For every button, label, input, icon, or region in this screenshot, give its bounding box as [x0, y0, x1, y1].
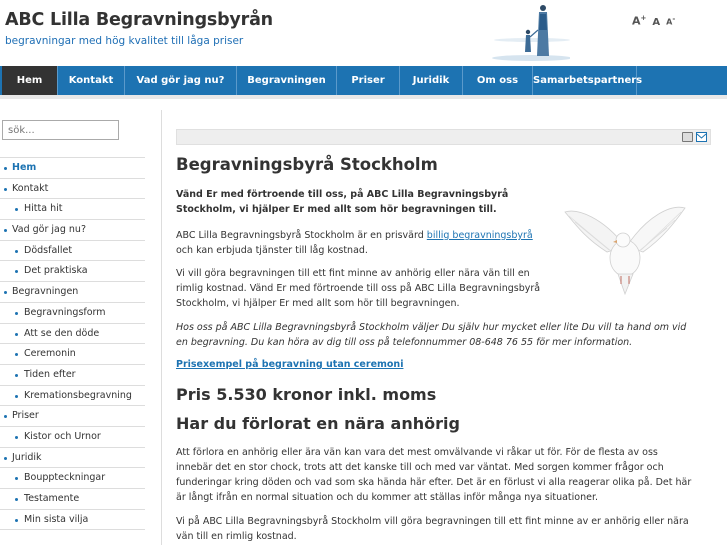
- print-icon[interactable]: [682, 132, 693, 142]
- section-heading: Har du förlorat en nära anhörig: [176, 414, 460, 433]
- email-icon[interactable]: [696, 132, 707, 142]
- sidebar-item-vad-gor-jag-nu[interactable]: Vad gör jag nu?: [0, 220, 145, 241]
- sidebar-item-testamente[interactable]: Testamente: [0, 489, 145, 510]
- sidebar-item-kontakt[interactable]: Kontakt: [0, 179, 145, 200]
- sidebar-item-det-praktiska[interactable]: Det praktiska: [0, 261, 145, 282]
- sidebar-item-priser[interactable]: Priser: [0, 406, 145, 427]
- nav-item-priser[interactable]: Priser: [337, 66, 400, 95]
- sidebar-item-bouppteckningar[interactable]: Bouppteckningar: [0, 468, 145, 489]
- sidebar-item-hem[interactable]: Hem: [0, 158, 145, 179]
- sidebar-item-kremationsbegravning[interactable]: Kremationsbegravning: [0, 386, 145, 407]
- family-figure-image: [490, 0, 570, 66]
- font-decrease-sup: -: [672, 15, 676, 23]
- paragraph-2: Vi vill göra begravningen till ett fint minne av anhörig eller nära vän till en rimlig kostnad. Vänd Er med förtroende till oss på ABC Lilla Begravningsbyrå Stockholm, vi hjälper Er med allt som hör till begravningen.: [176, 268, 541, 309]
- paragraph-4: Att förlora en anhörig eller ära vän kan vara det mest omvälvande vi råkar ut för. För de flesta av oss innebär det en stor chock, trots att det kanske till och med var väntat. Med sorgen kommer frågor och funderingar kring döden och vad som ska hända här efter. Det är en förlust vi alla reagerar olika på. Det här är långt ifrån en normal situation och du kommer att ställas inför många nya situationer.: [176, 447, 692, 503]
- intro-text: Vänd Er med förtroende till oss, på ABC Lilla Begravningsbyrå Stockholm, vi hjälper Er med allt som hör begravningen till.: [176, 189, 509, 215]
- paragraph-1: [176, 228, 541, 258]
- nav-item-vad-gor-jag-nu[interactable]: Vad gör jag nu?: [125, 66, 237, 95]
- nav-item-samarbetspartners[interactable]: Samarbetspartners: [533, 66, 637, 95]
- nav-item-om-oss[interactable]: Om oss: [463, 66, 533, 95]
- font-decrease-label: A: [666, 17, 673, 27]
- sidebar-item-ceremonin[interactable]: Ceremonin: [0, 344, 145, 365]
- site-header: [0, 0, 727, 66]
- main-nav: [0, 66, 727, 95]
- font-reset-button[interactable]: A: [652, 16, 661, 28]
- sidebar-item-min-sista-vilja[interactable]: Min sista vilja: [0, 510, 145, 531]
- nav-item-juridik[interactable]: Juridik: [400, 66, 463, 95]
- font-increase-sup: +: [640, 14, 647, 22]
- price-heading: Pris 5.530 kronor inkl. moms: [176, 385, 437, 404]
- sidebar-item-begravningsform[interactable]: Begravningsform: [0, 303, 145, 324]
- sidebar-item-att-se-den-dode[interactable]: Att se den döde: [0, 324, 145, 345]
- price-example-link[interactable]: Prisexempel på begravning utan ceremoni: [176, 359, 404, 370]
- site-title[interactable]: ABC Lilla Begravningsbyrån: [5, 10, 273, 30]
- dove-image: [563, 198, 688, 298]
- page-title: Begravningsbyrå Stockholm: [176, 155, 438, 174]
- search-input[interactable]: [2, 120, 119, 140]
- article-toolbar: [176, 129, 711, 145]
- sidebar-item-juridik[interactable]: Juridik: [0, 448, 145, 469]
- paragraph-5: Vi på ABC Lilla Begravningsbyrå Stockholm vill göra begravningen till ett fint minne av er anhörig eller nära vän till en rimlig kostnad.: [176, 516, 689, 542]
- paragraph-1-start: ABC Lilla Begravningsbyrå Stockholm är en prisvärd: [176, 230, 427, 241]
- nav-item-begravningen[interactable]: Begravningen: [237, 66, 337, 95]
- font-decrease-button[interactable]: [666, 15, 675, 27]
- paragraph-3: Hos oss på ABC Lilla Begravningsbyrå Stockholm väljer Du själv hur mycket eller lite Du vill ta hand om vid en begravning. Du kan höra av dig till oss på telefonnummer 08-648 76 55 för mer information.: [176, 322, 687, 348]
- sidebar: [0, 110, 160, 545]
- site-tagline: begravningar med hög kvalitet till låga priser: [5, 35, 244, 47]
- sidebar-item-begravningen[interactable]: Begravningen: [0, 282, 145, 303]
- billig-begravningsbyra-link[interactable]: billig begravningsbyrå: [426, 230, 533, 241]
- nav-item-hem[interactable]: Hem: [2, 66, 58, 95]
- nav-divider: [0, 95, 727, 99]
- sidebar-item-tiden-efter[interactable]: Tiden efter: [0, 365, 145, 386]
- sidebar-menu: [0, 157, 145, 530]
- paragraph-1-end: och kan erbjuda tjänster till låg kostnad.: [176, 245, 368, 256]
- font-increase-label: A: [632, 14, 641, 28]
- sidebar-item-dodsfallet[interactable]: Dödsfallet: [0, 241, 145, 262]
- sidebar-item-kistor-och-urnor[interactable]: Kistor och Urnor: [0, 427, 145, 448]
- font-increase-button[interactable]: [632, 14, 646, 28]
- sidebar-divider: [161, 110, 162, 545]
- font-size-controls: [632, 14, 675, 28]
- sidebar-item-hitta-hit[interactable]: Hitta hit: [0, 199, 145, 220]
- nav-item-kontakt[interactable]: Kontakt: [58, 66, 125, 95]
